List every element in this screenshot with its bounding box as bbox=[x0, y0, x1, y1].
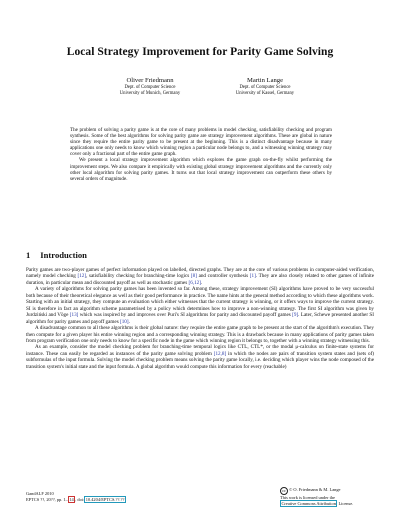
author-dept: Dept. of Computer Science bbox=[239, 85, 291, 90]
text-run: License. bbox=[337, 500, 354, 506]
author-dept: Dept. of Computer Science bbox=[124, 85, 176, 90]
abstract-paragraph: The problem of solving a parity game is at the core of many problems in model checking, satisfiability checking and program synthesis. Some of the best algorithms for solving parity game are strategy improvement algorithms. These are global in nature since they require the entire parity game to be present at the beginning. This is a distinct disadvantage because in many applications one only needs to know which winning region a particular node belongs to, and a witnessing winning strategy may cover only a fractional part of the entire game graph. bbox=[70, 127, 332, 158]
text-run: and controller synthesis bbox=[196, 273, 250, 280]
citation-link[interactable]: [8] bbox=[190, 273, 197, 280]
cc-icon: cc bbox=[280, 487, 288, 495]
license-link[interactable]: Creative Commons Attribution bbox=[281, 500, 336, 506]
venue-name: GandALF 2010 bbox=[26, 491, 54, 496]
body-paragraph bbox=[26, 344, 374, 370]
footer-venue bbox=[26, 491, 126, 502]
citation-link[interactable]: [13] bbox=[69, 312, 79, 319]
author-name: Oliver Friedmann bbox=[126, 77, 174, 84]
doi-link[interactable]: 10.4204/EPTCS.??.?? bbox=[85, 496, 125, 502]
copyright-line bbox=[280, 487, 353, 495]
text-run: EPTCS ??, 20??, pp. 1– bbox=[26, 496, 68, 502]
text-run: A variety of algorithms for solving parity games has been invented so far. Among these, strategy improvement (SI) algorithms have proved to be very successful both because of their theoretical elegance as well as their good performance in practice. The name hints at the general method according to which these algorithms work. Starting with an initial strategy, they compute an evaluation which either witnesses that the current strategy is winning, or it offers ways to improve the current strategy. SI is therefore in fact an algorithm scheme parametrised by a policy which determines how to improve a non-winning strategy. The first SI algorithm was given by Jurdziński and Vöge bbox=[26, 286, 374, 319]
abstract-paragraph: We present a local strategy improvement algorithm which explores the game graph on-the-fly whilst performing the improvement steps. We also compare it empirically with existing global strategy improvement algorithms and the currently only other local algorithm for solving parity games. It turns out that local strategy improvement can outperform these others by several orders of magnitude. bbox=[70, 157, 332, 182]
text-run: in which the nodes are pairs of transition system states and (sets of) subformulas of the input formula. Solving the model checking problem means solving the parity game locally, i.e. deciding which player wins the node composed of the transition system's initial state and the input formula. A global algorithm would compute this information for every (reachable) bbox=[26, 350, 374, 370]
text-run: . Later, Schewe presented another SI algorithm for parity games and payoff games bbox=[26, 312, 374, 325]
paper-title: Local Strategy Improvement for Parity Game Solving bbox=[66, 46, 334, 58]
citation-link[interactable]: [10] bbox=[119, 318, 129, 325]
text-run: . bbox=[200, 279, 203, 286]
author-name: Martin Lange bbox=[246, 77, 284, 84]
copyright-text: © O. Friedmann & M. Lange bbox=[289, 487, 341, 492]
citation-link[interactable]: [6,12] bbox=[188, 279, 201, 286]
section-heading bbox=[26, 250, 87, 260]
license-line: This work is licensed under the bbox=[280, 495, 335, 500]
citation-link[interactable]: [1] bbox=[249, 273, 256, 280]
author-block-2 bbox=[200, 77, 330, 97]
citation-link[interactable]: [12] bbox=[77, 273, 87, 280]
author-block-1 bbox=[85, 77, 215, 97]
author-univ: University of Kassel, Germany bbox=[235, 91, 295, 96]
text-run: , satisfiability checking for branching-time logics bbox=[86, 273, 191, 280]
body-paragraph bbox=[26, 286, 374, 325]
license-link-line bbox=[280, 501, 353, 507]
citation-link[interactable]: [9] bbox=[292, 312, 299, 319]
eptcs-line bbox=[26, 497, 126, 503]
text-run: . bbox=[128, 318, 130, 325]
text-run: As an example, consider the model checking problem for branching-time temporal logics like CTL, CTL*, or the modal μ-calculus on finite-state systems for instance. These can easily be regarded as instances of the parity game solving problem bbox=[26, 344, 374, 357]
abstract bbox=[70, 127, 332, 182]
citation-link[interactable]: [12,8] bbox=[213, 350, 227, 357]
author-univ: University of Munich, Germany bbox=[119, 91, 181, 96]
text-run: Parity games are two-player games of perfect information played on labelled, directed graphs. They are at the core of various problems in computer-aided verification, namely model checking bbox=[26, 267, 374, 280]
body-text bbox=[26, 267, 374, 370]
body-paragraph bbox=[26, 267, 374, 286]
section-number: 1 bbox=[26, 250, 31, 260]
section-title: Introduction bbox=[40, 250, 87, 260]
text-run: , doi: bbox=[75, 496, 85, 502]
text-run: . They are also closely related to other games of infinite duration, in particular mean and discounted payoff as well as stochastic games bbox=[26, 273, 374, 286]
pages-link[interactable]: 14 bbox=[69, 496, 74, 502]
body-paragraph: A disadvantage common to all these algorithms is their global nature: they require the entire game graph to be present at the start of the algorithm's execution. They then compute for a given player his entire winning region and a corresponding winning strategy. This is a drawback because in many applications of parity games taken from program verification one only needs to know for a specific node in the game which winning region it belongs to, together with a winning strategy witnessing this. bbox=[26, 325, 374, 344]
footer-license bbox=[280, 487, 353, 506]
text-run: which was inspired by and improves over Puri's SI algorithms for parity and discounted payoff games bbox=[78, 312, 293, 319]
